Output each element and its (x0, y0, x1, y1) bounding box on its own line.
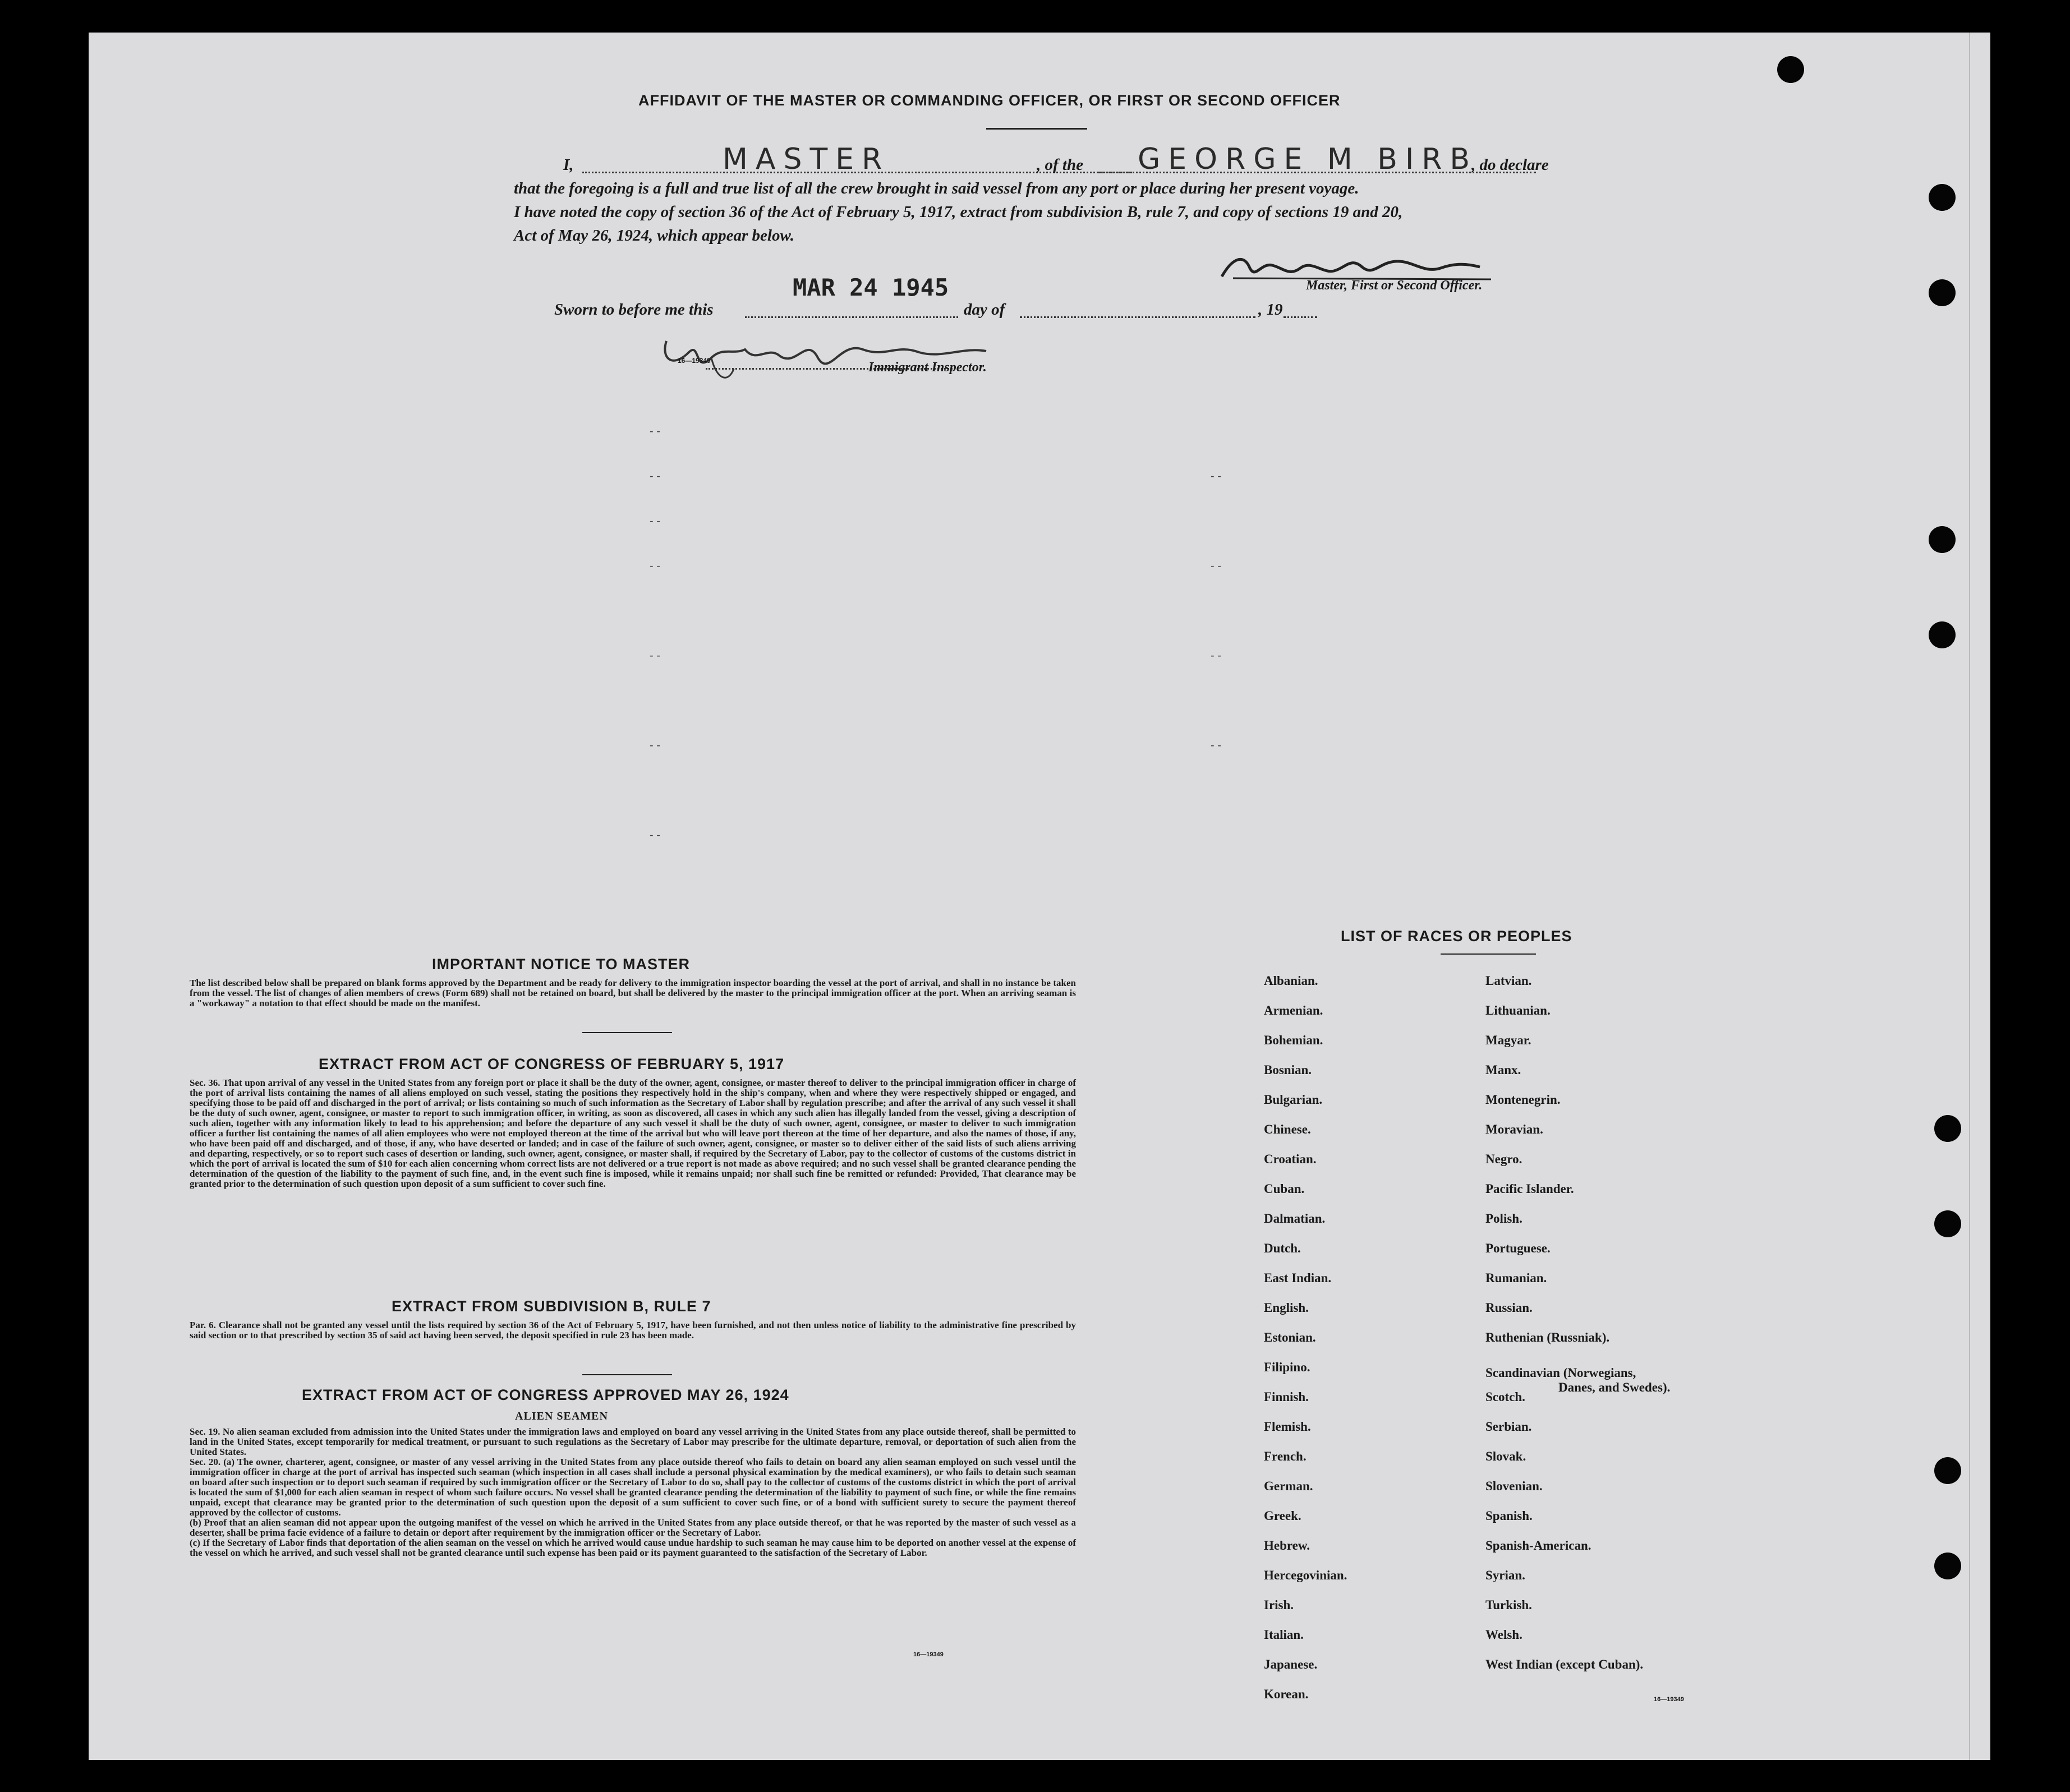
race-item: Bulgarian. (1264, 1093, 1323, 1107)
race-item: Russian. (1485, 1301, 1533, 1315)
extract-1917-text: Sec. 36. That upon arrival of any vessel in the United States from any foreign port or place it shall be the duty of the owner, agent, consignee, or master thereof to deliver to the principal immigration officer in charge of the port of arrival lists containing the names of all aliens employed on such vessel, stating the positions they respectively hold in the ship's company, when and where they were respectively shipped or engaged, and specifying those to be paid off and discharged in the port of arrival; or lists containing so much of such information as the Secretary of Labor shall by regulation prescribe; and after the arrival of any such vessel it shall be the duty of such owner, agent, consignee, or master to report to such immigration officer, in writing, as soon as discovered, all cases in which any such alien has illegally landed from the vessel, giving a description of such alien, together with any information likely to lead to his apprehension; and before the departure of any such vessel it shall be the duty of such owner, agent, consignee, or master to deliver to such immigration officer a further list containing the names of all alien employees who were not employed thereon at the time of the arrival but who will leave port thereon at the time of her departure, and also the names of those, if any, who have been paid off and discharged, and of those, if any, who have deserted or landed; and in case of the failure of such owner, agent, consignee, or master so to deliver either of the said lists of such aliens arriving and departing, respectively, or so to report such cases of desertion or landing, such owner, agent, consignee, or master shall, if required by the Secretary of Labor, pay to the collector of customs of the customs district in which the port of arrival is located the sum of $10 for each alien concerning whom correct lists are not delivered or a true report is not made as above required; and no such vessel shall be granted clearance pending the determination of the question of the liability to the payment of such fine, and, in the event such fine is imposed, while it remains unpaid; nor shall such fine be remitted or refunded: Provided, That clearance may be granted prior to the determination of such question upon deposit of a sum sufficient to cover such fine. (190, 1077, 1076, 1189)
race-item: Hercegovinian. (1264, 1568, 1347, 1582)
year-line (1284, 316, 1317, 318)
race-item: Scandinavian (Norwegians, (1485, 1366, 1636, 1380)
rule (1441, 953, 1536, 955)
faint-mark: - - (650, 739, 660, 752)
vessel-handwritten: GEORGE M BIRB (1138, 142, 1478, 176)
race-item: Dutch. (1264, 1241, 1301, 1255)
year-label: , 19 (1258, 301, 1283, 319)
race-item: Japanese. (1264, 1657, 1318, 1671)
race-item: Greek. (1264, 1509, 1301, 1523)
race-item: Negro. (1485, 1152, 1522, 1166)
punch-hole (1934, 1457, 1961, 1484)
inspector-signature (650, 324, 1009, 386)
races-form-number: 16—19349 (1654, 1696, 1684, 1703)
day-of-label: day of (964, 301, 1005, 319)
race-item: Finnish. (1264, 1390, 1309, 1404)
document-page (89, 33, 1990, 1760)
race-item: Magyar. (1485, 1033, 1531, 1047)
race-item: Spanish. (1485, 1509, 1533, 1523)
race-item: Turkish. (1485, 1598, 1532, 1612)
race-item: Serbian. (1485, 1420, 1532, 1434)
faint-mark: - - (1211, 739, 1221, 752)
of-the-label: , of the (1037, 156, 1083, 174)
faint-mark: - - (650, 649, 660, 662)
race-item: Flemish. (1264, 1420, 1311, 1434)
race-item: Spanish-American. (1485, 1538, 1591, 1553)
affidavit-line-4: Act of May 26, 1924, which appear below. (514, 227, 794, 245)
race-item: Bosnian. (1264, 1063, 1312, 1077)
affidavit-line-2: that the foregoing is a full and true list of all the crew brought in said vessel from any port or place during her present voyage. (514, 179, 1359, 197)
faint-mark: - - (650, 560, 660, 572)
races-title: LIST OF RACES OR PEOPLES (1341, 928, 1572, 945)
section-20b: (b) Proof that an alien seaman did not appear upon the outgoing manifest of the vessel on which he arrived in the United States from any place outside thereof, or that he was reported by the master of such vessel as a deserter, shall be prima facie evidence of a failure to detain or deport after requirement by the immigration officer or the Secretary of Labor. (190, 1517, 1076, 1538)
race-item: Slovenian. (1485, 1479, 1543, 1493)
punch-hole (1934, 1115, 1961, 1142)
faint-mark: - - (650, 425, 660, 437)
position-handwritten: MASTER (723, 142, 890, 176)
faint-mark: - - (650, 470, 660, 482)
section-20c: (c) If the Secretary of Labor finds that deportation of the alien seaman on the vessel on which he arrived would cause undue hardship to such seaman he may cause him to be deported on another vessel at the expense of the vessel on which he arrived, and such vessel shall not be granted clearance until such expense has been paid or its payment guaranteed to the satisfaction of the Secretary of Labor. (190, 1537, 1076, 1558)
form-number: 16—19349 (913, 1651, 944, 1658)
race-item: Rumanian. (1485, 1271, 1547, 1285)
punch-hole (1934, 1553, 1961, 1579)
race-item: Latvian. (1485, 974, 1532, 988)
master-caption: Master, First or Second Officer. (1306, 278, 1483, 293)
extract-1924-subtitle: ALIEN SEAMEN (515, 1410, 608, 1422)
faint-mark: - - (1211, 649, 1221, 662)
race-item: Estonian. (1264, 1330, 1316, 1344)
race-item: Welsh. (1485, 1628, 1522, 1642)
race-item: Italian. (1264, 1628, 1304, 1642)
faint-mark: - - (1211, 560, 1221, 572)
month-line (1020, 316, 1255, 318)
rule (582, 1374, 672, 1375)
extract-1924-body (190, 1427, 1076, 1558)
sworn-label: Sworn to before me this (554, 301, 714, 319)
race-item: East Indian. (1264, 1271, 1332, 1285)
inspector-caption: Immigrant Inspector. (868, 360, 987, 375)
race-item: Danes, and Swedes). (1558, 1380, 1671, 1394)
race-item: Polish. (1485, 1211, 1522, 1226)
notice-title: IMPORTANT NOTICE TO MASTER (432, 956, 690, 973)
date-stamp: MAR 24 1945 (793, 274, 949, 301)
race-item: French. (1264, 1449, 1307, 1463)
punch-hole (1777, 56, 1804, 83)
race-item: Manx. (1485, 1063, 1521, 1077)
race-item: German. (1264, 1479, 1313, 1493)
race-item: Cuban. (1264, 1182, 1305, 1196)
race-item: Ruthenian (Russniak). (1485, 1330, 1610, 1344)
faint-mark: - - (1211, 470, 1221, 482)
rule7-title: EXTRACT FROM SUBDIVISION B, RULE 7 (392, 1298, 711, 1315)
race-item: Syrian. (1485, 1568, 1525, 1582)
affidavit-line-3: I have noted the copy of section 36 of the Act of February 5, 1917, extract from subdivision B, rule 7, and copy of sections 19 and 20, (514, 203, 1403, 221)
race-item: Korean. (1264, 1687, 1309, 1701)
race-item: Slovak. (1485, 1449, 1526, 1463)
race-item: Filipino. (1264, 1360, 1310, 1374)
notice-text: The list described below shall be prepared on blank forms approved by the Department and be ready for delivery to the immigration inspector boarding the vessel at the port of arrival, and shall in no instance be taken from the vessel. The list of changes of alien members of crews (Form 689) shall not be retained on board, but shall be delivered by the master to the principal immigration officer at the port. When an arriving seaman is a "workaway" a notation to that effect should be made on the manifest. (190, 978, 1076, 1008)
faint-mark: - - (650, 829, 660, 841)
section-19: Sec. 19. No alien seaman excluded from admission into the United States under the immigration laws and employed on board any vessel arriving in the United States from any place outside thereof, shall be permitted to land in the United States, except temporarily for medical treatment, or pursuant to such regulations as the Secretary of Labor may prescribe for the ultimate departure, removal, or deportation of such alien from the United States. (190, 1426, 1076, 1457)
race-item: Montenegrin. (1485, 1093, 1561, 1107)
race-item: English. (1264, 1301, 1309, 1315)
punch-hole (1929, 279, 1956, 306)
race-item: Croatian. (1264, 1152, 1317, 1166)
race-item: Moravian. (1485, 1122, 1543, 1136)
inspector-form-number: 16—19349 (678, 357, 711, 365)
race-item: Bohemian. (1264, 1033, 1323, 1047)
do-declare-label: , do declare (1471, 156, 1549, 174)
affidavit-title: AFFIDAVIT OF THE MASTER OR COMMANDING OFFICER, OR FIRST OR SECOND OFFICER (638, 92, 1341, 109)
race-item: Lithuanian. (1485, 1003, 1551, 1017)
sworn-day-line (745, 316, 958, 318)
affidavit-i-label: I, (563, 156, 574, 174)
race-item: Irish. (1264, 1598, 1294, 1612)
margin-line (1969, 33, 1970, 1760)
rule (582, 1032, 672, 1033)
race-item: Dalmatian. (1264, 1211, 1326, 1226)
race-item: Armenian. (1264, 1003, 1323, 1017)
punch-hole (1929, 621, 1956, 648)
race-item: Albanian. (1264, 974, 1318, 988)
punch-hole (1929, 526, 1956, 553)
punch-hole (1934, 1210, 1961, 1237)
race-item: West Indian (except Cuban). (1485, 1657, 1644, 1671)
faint-mark: - - (650, 515, 660, 527)
race-item: Portuguese. (1485, 1241, 1551, 1255)
race-item: Hebrew. (1264, 1538, 1310, 1553)
race-item: Chinese. (1264, 1122, 1311, 1136)
punch-hole (1929, 184, 1956, 211)
extract-1917-title: EXTRACT FROM ACT OF CONGRESS OF FEBRUARY 5, 1917 (319, 1056, 785, 1072)
rule7-text: Par. 6. Clearance shall not be granted any vessel until the lists required by section 36 of the Act of February 5, 1917, have been furnished, and not then unless notice of liability to the administrative fine prescribed by said section or to that prescribed by section 35 of said act having been served, the deposit specified in rule 23 has been made. (190, 1320, 1076, 1340)
extract-1924-title: EXTRACT FROM ACT OF CONGRESS APPROVED MAY 26, 1924 (302, 1386, 789, 1403)
race-item: Pacific Islander. (1485, 1182, 1574, 1196)
race-item: Scotch. (1485, 1390, 1525, 1404)
title-rule (986, 128, 1087, 130)
section-20a: Sec. 20. (a) The owner, charterer, agent, consignee, or master of any vessel arriving in the United States from any place outside thereof who fails to detain on board any alien seaman employed on such vessel until the immigration officer in charge at the port of arrival has inspected such seaman (which inspection in all cases shall include a personal physical examination by the medical examiners), or who fails to detain such seaman on board after such inspection or to deport such seaman if required by such immigration officer or the Secretary of Labor to do so, shall pay to the collector of customs of the customs district in which the port of arrival is located the sum of $1,000 for each alien seaman in respect of whom such failure occurs. No vessel shall be granted clearance pending the determination of the liability to payment of such fine, or while the fine remains unpaid, except that clearance may be granted prior to the determination of such question upon the deposit of a sum sufficient to cover such fine, or of a bond with sufficient surety to secure the payment thereof approved by the collector of customs. (190, 1457, 1076, 1518)
